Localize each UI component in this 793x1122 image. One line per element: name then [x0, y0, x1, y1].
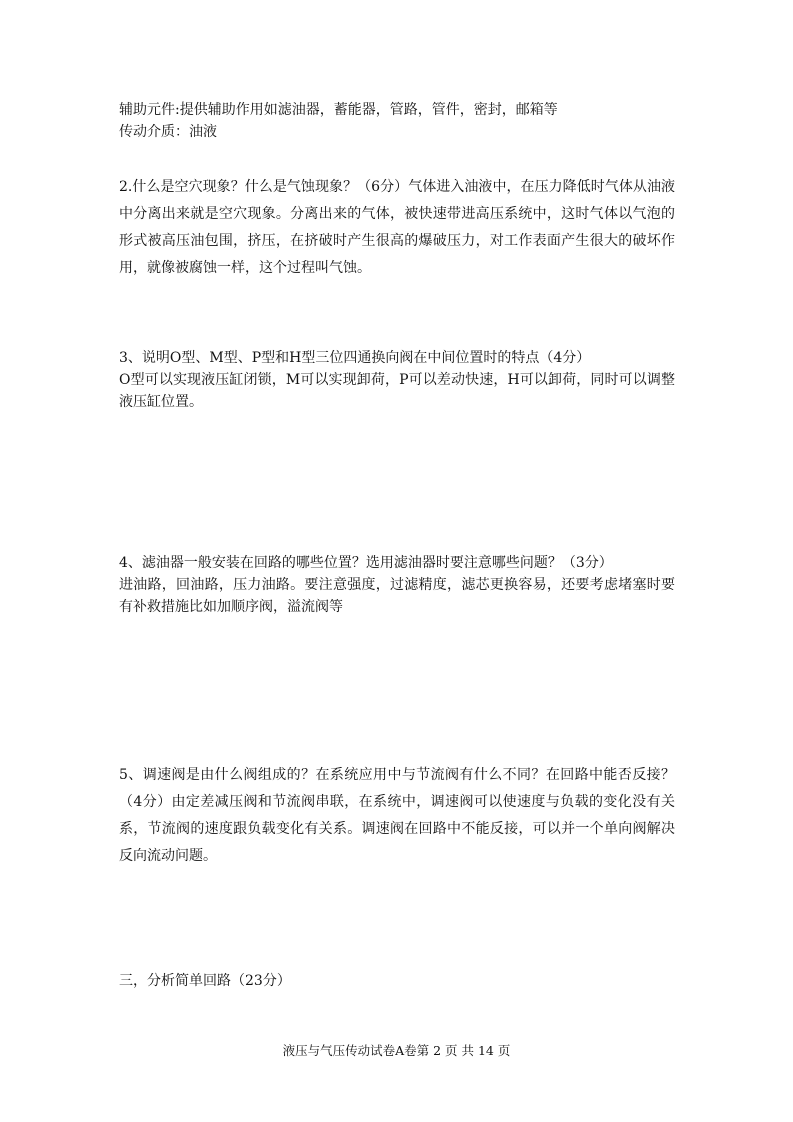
question-3	[119, 347, 675, 413]
question-5: 5、调速阀是由什么阀组成的？在系统应用中与节流阀有什么不同？在回路中能否反接？（4分）由定差减压阀和节流阀串联，在系统中，调速阀可以使速度与负载的变化没有关系，节流阀的速度跟负载变化有关系。调速阀在回路中不能反接，可以并一个单向阀解决反向流动问题。	[119, 767, 675, 864]
section-3-heading	[119, 970, 675, 992]
page-footer	[0, 1042, 793, 1060]
question-4	[119, 552, 675, 618]
question-4-answer: 进油路，回油路，压力油路。要注意强度，过滤精度，滤芯更换容易，还要考虑堵塞时要有补救措施比如加顺序阀，溢流阀等	[119, 577, 675, 615]
question-2: 2.什么是空穴现象？什么是气蚀现象？（6分）气体进入油液中，在压力降低时气体从油液中分离出来就是空穴现象。分离出来的气体，被快速带进高压系统中，这时气体以气泡的形式被高压油包围，挤压，在挤破时产生很高的爆破压力，对工作表面产生很大的破坏作用，就像被腐蚀一样，这个过程叫气蚀。	[119, 179, 675, 276]
footer-page-number: 液压与气压传动试卷A卷第 2 页 共 14 页	[282, 1043, 511, 1058]
intro-block	[119, 99, 675, 143]
section-3-title: 三，分析简单回路（23分）	[119, 973, 291, 989]
medium-line: 传动介质：油液	[119, 124, 217, 140]
question-3-prompt: 3、说明O型、M型、P型和H型三位四通换向阀在中间位置时的特点（4分）	[119, 350, 591, 366]
question-4-prompt: 4、滤油器一般安装在回路的哪些位置？选用滤油器时要注意哪些问题？（3分）	[119, 555, 613, 571]
question-3-answer: O型可以实现液压缸闭锁，M可以实现卸荷，P可以差动快速，H可以卸荷，同时可以调整液压缸位置。	[119, 372, 675, 410]
aux-components-line: 辅助元件:提供辅助作用如滤油器，蓄能器，管路，管件，密封，邮箱等	[119, 102, 558, 118]
